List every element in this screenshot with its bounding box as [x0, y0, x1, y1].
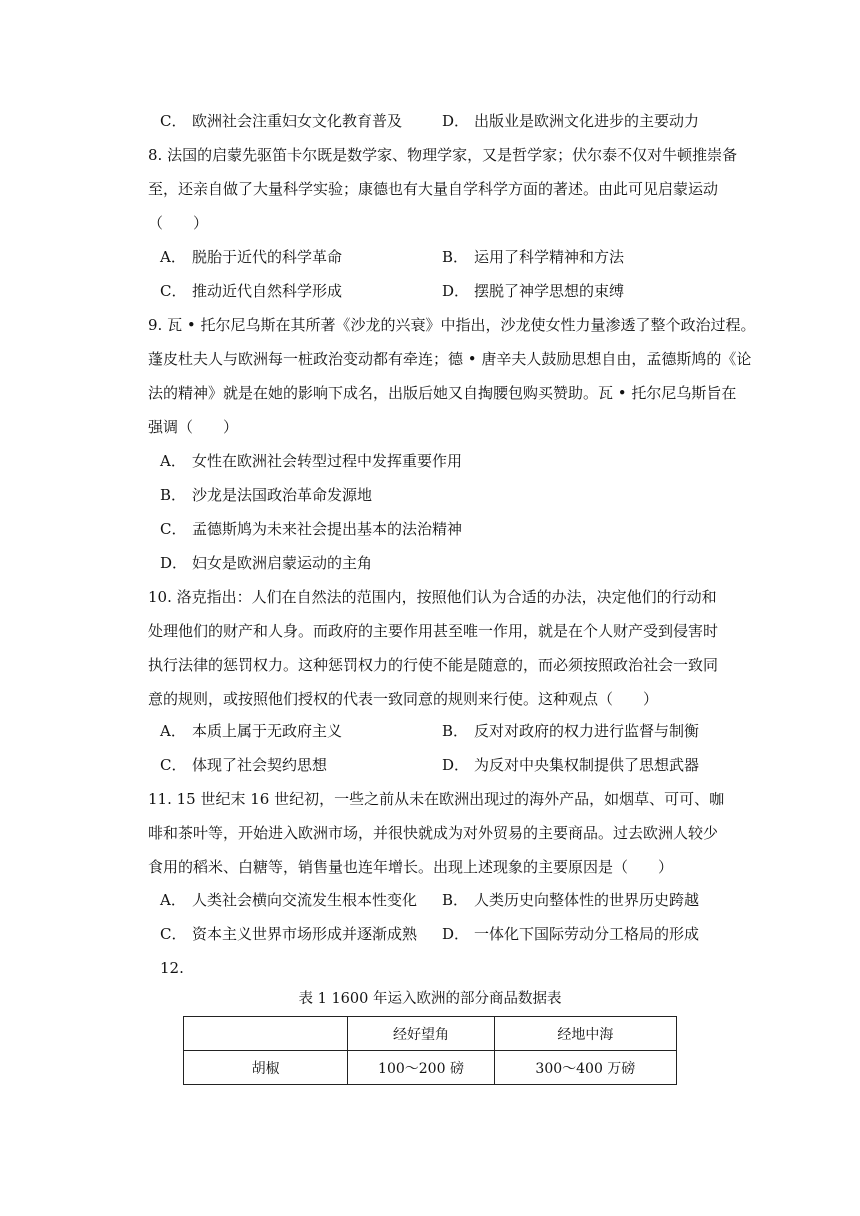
option-text: 人类历史向整体性的世界历史跨越	[474, 891, 700, 909]
q7-options-row-cd	[160, 111, 760, 131]
q8-option-c[interactable]	[160, 281, 342, 301]
option-letter: D．	[442, 925, 470, 943]
table-header-cell	[184, 1017, 348, 1051]
q7-option-d[interactable]	[442, 111, 699, 131]
option-letter: C．	[160, 925, 187, 943]
q10-options-row-ab	[160, 721, 760, 741]
q11-options-row-ab	[160, 890, 760, 910]
q9-stem-line-4: 强调（ ）	[148, 418, 239, 436]
q10-option-c[interactable]	[160, 755, 327, 775]
table-row	[184, 1051, 677, 1085]
table-header-cell: 经好望角	[348, 1017, 494, 1051]
q10-option-a[interactable]	[160, 721, 342, 741]
q9-option-d[interactable]	[160, 553, 372, 573]
q8-stem-line-2: 至，还亲自做了大量科学实验；康德也有大量自学科学方面的著述。由此可见启蒙运动	[148, 180, 719, 198]
option-text: 本质上属于无政府主义	[192, 722, 343, 740]
option-text: 脱胎于近代的科学革命	[192, 248, 343, 266]
q9-stem-line-1: 9. 瓦 • 托尔尼乌斯在其所著《沙龙的兴衰》中指出，沙龙使女性力量渗透了整个政治过程。	[148, 316, 756, 334]
option-letter: A．	[160, 452, 186, 470]
option-text: 运用了科学精神和方法	[474, 248, 625, 266]
table-cell: 胡椒	[184, 1051, 348, 1085]
q10-stem-line-1: 10. 洛克指出：人们在自然法的范围内，按照他们认为合适的办法，决定他们的行动和	[148, 588, 717, 606]
table-header-cell: 经地中海	[494, 1017, 676, 1051]
option-letter: C．	[160, 520, 187, 538]
table-cell: 100～200 磅	[348, 1051, 494, 1085]
table-cell: 300～400 万磅	[494, 1051, 676, 1085]
q11-option-d[interactable]	[442, 924, 699, 944]
option-text: 为反对中央集权制提供了思想武器	[474, 756, 700, 774]
option-letter: C．	[160, 112, 187, 130]
option-text: 一体化下国际劳动分工格局的形成	[474, 925, 700, 943]
q8-options-row-cd	[160, 281, 760, 301]
option-text: 人类社会横向交流发生根本性变化	[192, 891, 418, 909]
q9-option-a[interactable]	[160, 451, 462, 471]
option-text: 摆脱了神学思想的束缚	[474, 282, 625, 300]
option-letter: C．	[160, 282, 187, 300]
option-text: 反对对政府的权力进行监督与制衡	[474, 722, 700, 740]
option-text: 体现了社会契约思想	[192, 756, 328, 774]
option-letter: D．	[160, 554, 188, 572]
option-letter: B．	[160, 486, 187, 504]
option-text: 沙龙是法国政治革命发源地	[192, 486, 373, 504]
option-text: 孟德斯鸠为未来社会提出基本的法治精神	[192, 520, 463, 538]
q10-stem-line-4: 意的规则，或按照他们授权的代表一致同意的规则来行使。这种观点（ ）	[148, 690, 659, 708]
q10-options-row-cd	[160, 755, 760, 775]
q11-option-a[interactable]	[160, 890, 417, 910]
option-letter: B．	[442, 248, 469, 266]
q8-stem-line-1: 8. 法国的启蒙先驱笛卡尔既是数学家、物理学家，又是哲学家；伏尔泰不仅对牛顿推崇备	[148, 146, 738, 164]
q10-stem-line-2: 处理他们的财产和人身。而政府的主要作用甚至唯一作用，就是在个人财产受到侵害时	[148, 622, 719, 640]
q8-option-a[interactable]	[160, 247, 342, 267]
table-header-row	[184, 1017, 677, 1051]
q10-option-d[interactable]	[442, 755, 699, 775]
q9-stem-line-3: 法的精神》就是在她的影响下成名，出版后她又自掏腰包购买赞助。瓦 • 托尔尼乌斯旨在	[148, 384, 737, 402]
option-text: 妇女是欧洲启蒙运动的主角	[192, 554, 373, 572]
option-text: 欧洲社会注重妇女文化教育普及	[192, 112, 403, 130]
option-text: 女性在欧洲社会转型过程中发挥重要作用	[192, 452, 463, 470]
option-letter: A．	[160, 248, 186, 266]
option-letter: A．	[160, 891, 186, 909]
q12-number: 12.	[160, 959, 184, 977]
option-letter: B．	[442, 891, 469, 909]
option-letter: D．	[442, 112, 470, 130]
q11-options-row-cd	[160, 924, 760, 944]
q8-stem-line-3: （ ）	[148, 214, 209, 232]
goods-data-table	[183, 1016, 677, 1085]
option-letter: D．	[442, 756, 470, 774]
q9-option-c[interactable]	[160, 519, 462, 539]
q10-option-b[interactable]	[442, 721, 699, 741]
q11-option-b[interactable]	[442, 890, 699, 910]
option-text: 推动近代自然科学形成	[192, 282, 343, 300]
option-letter: A．	[160, 722, 186, 740]
option-letter: C．	[160, 756, 187, 774]
q8-options-row-ab	[160, 247, 760, 267]
option-text: 资本主义世界市场形成并逐渐成熟	[192, 925, 418, 943]
q8-option-d[interactable]	[442, 281, 624, 301]
q11-stem-line-3: 食用的稻米、白糖等，销售量也连年增长。出现上述现象的主要原因是（ ）	[148, 858, 674, 876]
q11-stem-line-1: 11. 15 世纪末 16 世纪初，一些之前从未在欧洲出现过的海外产品，如烟草、可可、咖	[148, 790, 725, 808]
q9-option-b[interactable]	[160, 485, 372, 505]
table-caption: 表 1 1600 年运入欧洲的部分商品数据表	[298, 991, 562, 1007]
q9-stem-line-2: 蓬皮杜夫人与欧洲每一桩政治变动都有牵连；德 • 唐辛夫人鼓励思想自由，孟德斯鸠的《论	[148, 350, 752, 368]
q7-option-c[interactable]	[160, 111, 402, 131]
q11-option-c[interactable]	[160, 924, 417, 944]
option-text: 出版业是欧洲文化进步的主要动力	[474, 112, 700, 130]
q11-stem-line-2: 啡和茶叶等，开始进入欧洲市场，并很快就成为对外贸易的主要商品。过去欧洲人较少	[148, 824, 719, 842]
option-letter: D．	[442, 282, 470, 300]
option-letter: B．	[442, 722, 469, 740]
q8-option-b[interactable]	[442, 247, 624, 267]
q10-stem-line-3: 执行法律的惩罚权力。这种惩罚权力的行使不能是随意的，而必须按照政治社会一致同	[148, 656, 719, 674]
